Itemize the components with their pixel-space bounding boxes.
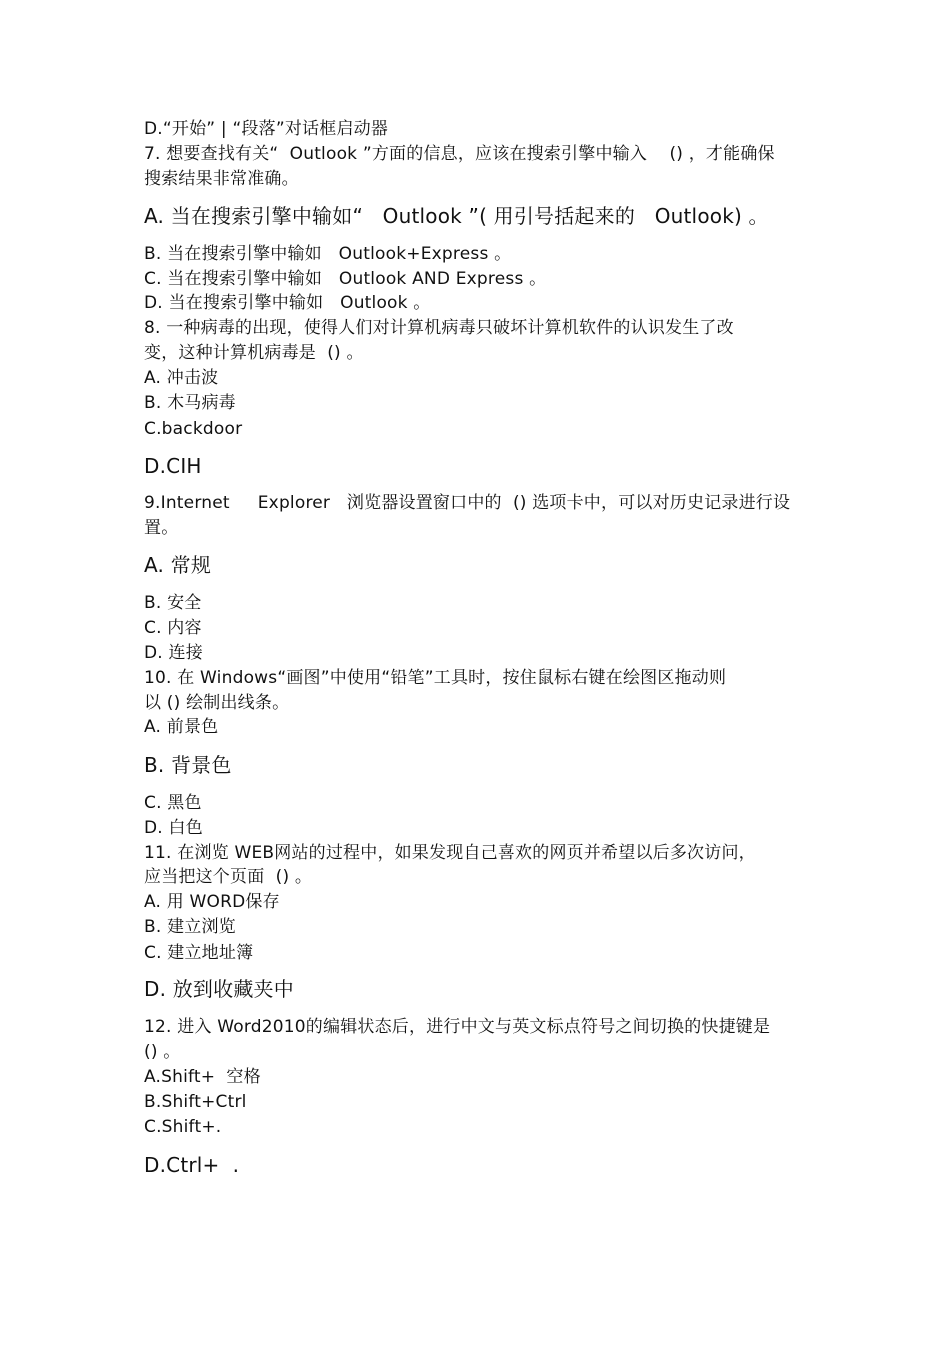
option-d: D. 白色 xyxy=(144,818,203,838)
option-b: B. 建立浏览 xyxy=(144,917,236,937)
option-c: C. 内容 xyxy=(144,618,202,638)
question-9-text-cont: 置。 xyxy=(144,518,179,538)
question-11-text: 11. 在浏览 WEB网站的过程中，如果发现自己喜欢的网页并希望以后多次访问， xyxy=(144,843,756,863)
option-a: A.Shift+ 空格 xyxy=(144,1067,261,1087)
question-8-text-cont: 变，这种计算机病毒是 () 。 xyxy=(144,343,364,363)
option-c: C.Shift+. xyxy=(144,1117,222,1137)
question-10-text-cont: 以 () 绘制出线条。 xyxy=(144,693,290,713)
option-b: B. 背景色 xyxy=(144,753,232,777)
text-line: D.“开始” | “段落”对话框启动器 xyxy=(144,119,389,139)
question-11-text-cont: 应当把这个页面 () 。 xyxy=(144,867,313,887)
option-d: D. 放到收藏夹中 xyxy=(144,977,294,1001)
option-c: C. 黑色 xyxy=(144,793,202,813)
option-a: A. 用 WORD保存 xyxy=(144,892,280,912)
question-12-text-cont: () 。 xyxy=(144,1042,181,1062)
question-9-text: 9.Internet Explorer 浏览器设置窗口中的 () 选项卡中，可以对历史记录进行设 xyxy=(144,493,791,513)
option-b: B. 当在搜索引擎中输如 Outlook+Express 。 xyxy=(144,244,512,264)
option-b: B. 木马病毒 xyxy=(144,393,236,413)
option-d: D. 连接 xyxy=(144,643,203,663)
option-c: C.backdoor xyxy=(144,419,243,439)
option-d: D. 当在搜索引擎中输如 Outlook 。 xyxy=(144,293,431,313)
question-12-text: 12. 进入 Word2010的编辑状态后，进行中文与英文标点符号之间切换的快捷键是 xyxy=(144,1017,771,1037)
option-d: D.CIH xyxy=(144,454,202,478)
question-8-text: 8. 一种病毒的出现，使得人们对计算机病毒只破坏计算机软件的认识发生了改 xyxy=(144,318,734,338)
option-b: B.Shift+Ctrl xyxy=(144,1092,247,1112)
question-7-text: 7. 想要查找有关“ Outlook ”方面的信息，应该在搜索引擎中输入 () ，才能确保 xyxy=(144,144,775,164)
option-c: C. 建立地址簿 xyxy=(144,943,254,963)
option-d: D.Ctrl+ . xyxy=(144,1153,240,1177)
option-b: B. 安全 xyxy=(144,593,202,613)
option-c: C. 当在搜索引擎中输如 Outlook AND Express 。 xyxy=(144,269,547,289)
option-a: A. 前景色 xyxy=(144,717,219,737)
option-a: A. 常规 xyxy=(144,553,212,577)
question-10-text: 10. 在 Windows“画图”中使用“铅笔”工具时，按住鼠标右键在绘图区拖动则 xyxy=(144,668,727,688)
option-a: A. 冲击波 xyxy=(144,368,219,388)
question-7-text-cont: 搜索结果非常准确。 xyxy=(144,169,299,189)
option-a: A. 当在搜索引擎中输如“ Outlook ”( 用引号括起来的 Outlook) 。 xyxy=(144,204,769,228)
